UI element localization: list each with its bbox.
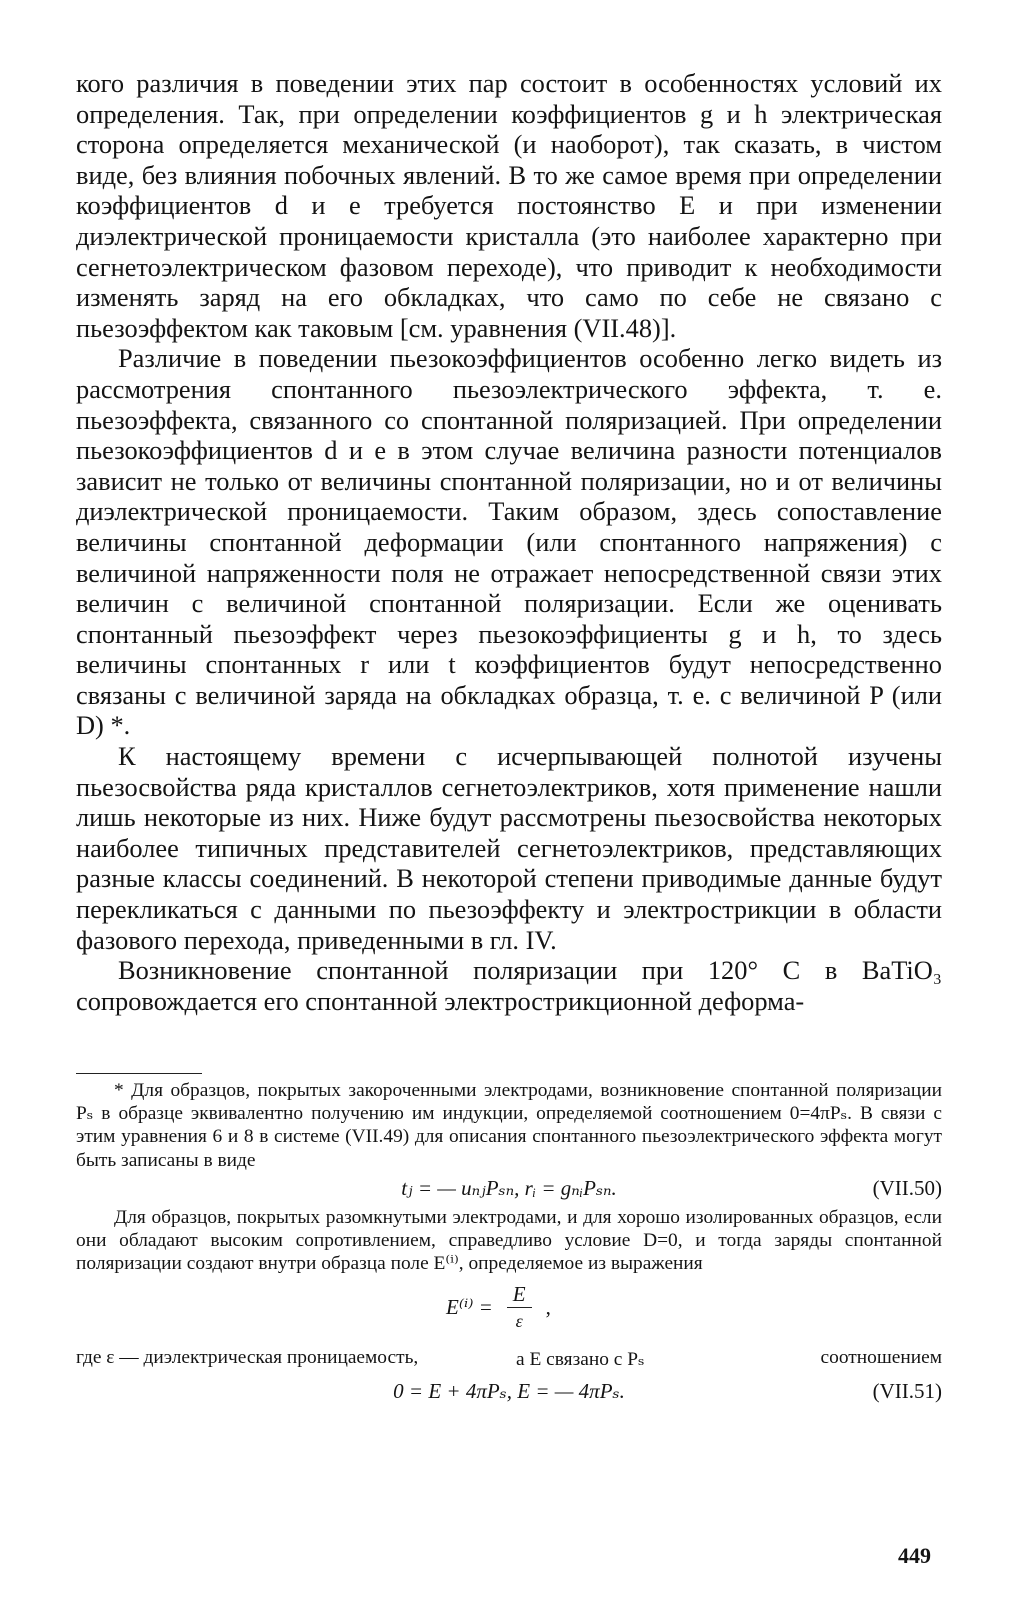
paragraph-4: Возникновение спонтанной поляризации при 120° C в BaTiO₃ сопровождается его спонтанной электрострикционной деформа-: [76, 955, 942, 1016]
where-left: где ε — диэлектрическая проницаемость,: [76, 1347, 419, 1369]
equation-vii-50: [76, 1172, 942, 1206]
equation-vii-50-body: tⱼ = — uₙⱼPₛₙ, rᵢ = gₙᵢPₛₙ.: [401, 1175, 617, 1200]
equation-vii-51-number: (VII.51): [872, 1379, 942, 1404]
fraction-comma: ,: [545, 1295, 551, 1320]
equation-vii-51-body: 0 = E + 4πPₛ, E = — 4πPₛ.: [393, 1379, 625, 1404]
equation-vii-51: [76, 1375, 942, 1409]
paragraph-3: К настоящему времени с исчерпывающей полнотой изучены пьезосвойства ряда кристаллов сегнетоэлектриков, хотя применение нашли лишь некоторые из них. Ниже будут рассмотрены пьезосвойства некоторых наиболее типичных представителей сегнетоэлектриков, представляющих разные классы соединений. В некоторой степени приводимые данные будут перекликаться с данными по пьезоэффекту и электрострикции в области фазового перехода, приведенными в гл. IV.: [76, 741, 942, 955]
paragraph-1: кого различия в поведении этих пар состоит в особенностях условий их определения. Так, при определении коэффициентов g и h электрическая сторона определяется механической (и наоборот), так сказать, в чистом виде, без влияния побочных явлений. В то же самое время при определении коэффициентов d и e требуется постоянство E и при изменении диэлектрической проницаемости кристалла (это наиболее характерно при сегнетоэлектрическом фазовом переходе), что приводит к необходимости изменять заряд на его обкладках, что само по себе не связано с пьезоэффектом как таковым [см. уравнения (VII.48)].: [76, 68, 942, 343]
equation-vii-50-number: (VII.50): [872, 1175, 942, 1200]
paragraph-2: Различие в поведении пьезокоэффициентов особенно легко видеть из рассмотрения спонтанного пьезоэлектрического эффекта, т. е. пьезоэффекта, связанного со спонтанной поляризацией. При определении пьезокоэффициентов d и e в этом случае величина разности потенциалов зависит не только от величины спонтанной поляризации, но и от величины диэлектрической проницаемости. Таким образом, здесь сопоставление величины спонтанной деформации (или спонтанного напряжения) с величиной напряженности поля не отражает непосредственной связи этих величин с величиной спонтанной поляризации. Если же оценивать спонтанный пьезоэффект через пьезокоэффициенты g и h, то здесь величины спонтанных r или t коэффициентов будут непосредственно связаны с величиной заряда на обкладках образца, т. е. с величиной P (или D) *.: [76, 343, 942, 741]
where-middle: а E связано с Pₛ: [516, 1349, 645, 1371]
main-text: [76, 68, 942, 1016]
footnote: [76, 1079, 942, 1409]
footnote-rule: [76, 1073, 202, 1074]
fraction-numerator: E: [507, 1281, 532, 1308]
footnote-paragraph-1: * Для образцов, покрытых закороченными электродами, возникновение спонтанной поляризации Pₛ в образце эквивалентно получению им индукции, определяемой соотношением 0=4πPₛ. В связи с этим уравнения 6 и 8 в системе (VII.49) для описания спонтанного пьезоэлектрического эффекта могут быть записаны в виде: [76, 1080, 942, 1171]
fraction-denominator: ε: [515, 1311, 523, 1332]
page-number: 449: [898, 1543, 931, 1568]
fraction-equation: [76, 1275, 942, 1339]
where-right: соотношением: [820, 1347, 942, 1369]
where-line: [76, 1345, 942, 1375]
fraction-lhs: E⁽ⁱ⁾ =: [446, 1295, 493, 1320]
footnote-paragraph-2: Для образцов, покрытых разомкнутыми электродами, и для хорошо изолированных образцов, если они обладают высоким сопротивлением, справедливо условие D=0, и тогда заряды спонтанной поляризации создают внутри образца поле E⁽ⁱ⁾, определяемое из выражения: [76, 1206, 942, 1275]
